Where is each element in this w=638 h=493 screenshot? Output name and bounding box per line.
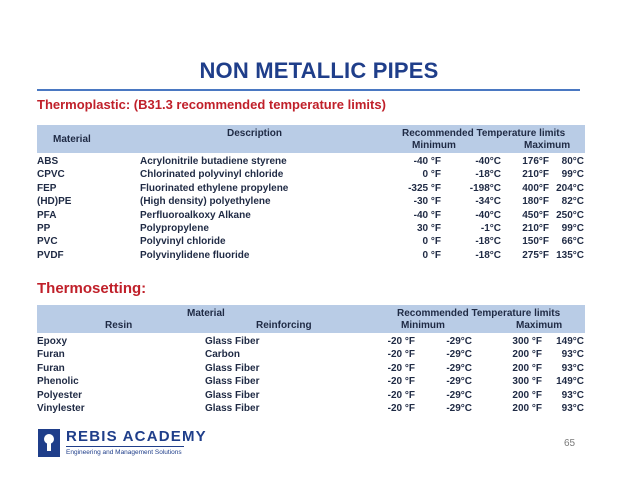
description-cell: (High density) polyethylene — [140, 196, 271, 208]
title-underline — [37, 89, 580, 91]
resin-cell: Vinylester — [37, 403, 85, 414]
min-c-cell: -29°C — [446, 349, 472, 361]
table-row — [37, 156, 585, 169]
table-row — [37, 376, 585, 389]
description-cell: Fluorinated ethylene propylene — [140, 182, 289, 194]
max-c-cell: 82°C — [561, 196, 584, 208]
table-row — [37, 210, 585, 223]
academy-logo-icon — [38, 429, 60, 457]
min-f-cell: -30 °F — [413, 196, 441, 208]
reinforcing-cell: Glass Fiber — [205, 403, 260, 414]
thermoplastic-heading: Thermoplastic: (B31.3 recommended temperature limits) — [37, 97, 386, 112]
header-description: Description — [227, 128, 283, 139]
max-c-cell: 93°C — [561, 403, 584, 414]
max-c-cell: 93°C — [561, 349, 584, 361]
min-c-cell: -40°C — [475, 209, 501, 221]
resin-cell: Furan — [37, 362, 65, 374]
max-f-cell: 200 °F — [512, 389, 542, 401]
min-c-cell: -40°C — [475, 156, 501, 167]
header-maximum: Maximum — [516, 320, 563, 331]
max-c-cell: 93°C — [561, 362, 584, 374]
max-f-cell: 450°F — [522, 209, 549, 221]
min-f-cell: -20 °F — [387, 336, 415, 347]
table-row — [37, 250, 585, 263]
min-c-cell: -29°C — [446, 389, 472, 401]
table-row — [37, 403, 585, 416]
material-cell: FEP — [37, 182, 57, 194]
reinforcing-cell: Carbon — [205, 349, 240, 361]
description-cell: Chlorinated polyvinyl chloride — [140, 169, 284, 181]
max-c-cell: 99°C — [561, 223, 584, 234]
max-c-cell: 135°C — [556, 249, 584, 261]
max-c-cell: 93°C — [561, 389, 584, 401]
header-minimum: Minimum — [412, 140, 456, 151]
logo-tagline: Engineering and Management Solutions — [66, 449, 182, 456]
max-f-cell: 300 °F — [512, 336, 542, 347]
logo-divider — [66, 446, 184, 447]
material-cell: PFA — [37, 209, 57, 221]
header-resin: Resin — [105, 320, 133, 331]
header-material: Material — [187, 308, 225, 319]
max-f-cell: 150°F — [522, 236, 549, 248]
header-minimum: Minimum — [401, 320, 445, 331]
max-c-cell: 250°C — [556, 209, 584, 221]
max-f-cell: 200 °F — [512, 362, 542, 374]
min-c-cell: -29°C — [446, 376, 472, 388]
table-row — [37, 223, 585, 236]
max-f-cell: 300 °F — [512, 376, 542, 388]
reinforcing-cell: Glass Fiber — [205, 336, 260, 347]
min-f-cell: 0 °F — [422, 169, 441, 181]
min-c-cell: -198°C — [469, 182, 501, 194]
min-c-cell: -29°C — [446, 336, 472, 347]
reinforcing-cell: Glass Fiber — [205, 389, 260, 401]
table-row — [37, 236, 585, 249]
max-c-cell: 149°C — [556, 336, 584, 347]
min-f-cell: -325 °F — [408, 182, 441, 194]
header-recommended-limits: Recommended Temperature limits — [402, 128, 566, 139]
header-maximum: Maximum — [524, 140, 571, 151]
description-cell: Acrylonitrile butadiene styrene — [140, 156, 287, 167]
min-f-cell: -20 °F — [387, 389, 415, 401]
resin-cell: Polyester — [37, 389, 83, 401]
resin-cell: Epoxy — [37, 336, 68, 347]
min-f-cell: -20 °F — [387, 403, 415, 414]
min-f-cell: -40 °F — [413, 209, 441, 221]
min-c-cell: -18°C — [475, 249, 501, 261]
min-f-cell: -20 °F — [387, 376, 415, 388]
min-f-cell: -20 °F — [387, 349, 415, 361]
thermosetting-table-header — [37, 305, 585, 333]
max-c-cell: 80°C — [561, 156, 584, 167]
table-row — [37, 196, 585, 209]
material-cell: PVDF — [37, 249, 64, 261]
reinforcing-cell: Glass Fiber — [205, 376, 260, 388]
table-row — [37, 390, 585, 403]
max-f-cell: 210°F — [522, 223, 549, 234]
max-f-cell: 180°F — [522, 196, 549, 208]
resin-cell: Furan — [37, 349, 65, 361]
description-cell: Perfluoroalkoxy Alkane — [140, 209, 251, 221]
description-cell: Polyvinylidene fluoride — [140, 249, 250, 261]
page-title: NON METALLIC PIPES — [199, 58, 439, 83]
max-f-cell: 400°F — [522, 182, 549, 194]
material-cell: ABS — [37, 156, 59, 167]
min-f-cell: -40 °F — [413, 156, 441, 167]
min-c-cell: -1°C — [480, 223, 501, 234]
material-cell: PVC — [37, 236, 58, 248]
header-reinforcing: Reinforcing — [256, 320, 312, 331]
max-f-cell: 200 °F — [512, 403, 542, 414]
material-cell: (HD)PE — [37, 196, 72, 208]
table-row — [37, 363, 585, 376]
reinforcing-cell: Glass Fiber — [205, 362, 260, 374]
min-f-cell: 0 °F — [422, 249, 441, 261]
material-cell: CPVC — [37, 169, 65, 181]
min-f-cell: -20 °F — [387, 362, 415, 374]
description-cell: Polypropylene — [140, 223, 209, 234]
table-row — [37, 169, 585, 182]
max-f-cell: 176°F — [522, 156, 549, 167]
max-c-cell: 149°C — [556, 376, 584, 388]
header-material: Material — [53, 134, 91, 145]
table-row — [37, 349, 585, 362]
min-f-cell: 0 °F — [422, 236, 441, 248]
logo-name: REBIS ACADEMY — [66, 428, 207, 445]
max-c-cell: 66°C — [561, 236, 584, 248]
min-c-cell: -34°C — [475, 196, 501, 208]
min-c-cell: -18°C — [475, 236, 501, 248]
max-f-cell: 210°F — [522, 169, 549, 181]
max-c-cell: 204°C — [556, 182, 584, 194]
max-f-cell: 200 °F — [512, 349, 542, 361]
thermosetting-heading: Thermosetting: — [37, 280, 147, 297]
description-cell: Polyvinyl chloride — [140, 236, 226, 248]
max-c-cell: 99°C — [561, 169, 584, 181]
min-f-cell: 30 °F — [416, 223, 441, 234]
page-number: 65 — [564, 438, 576, 449]
min-c-cell: -29°C — [446, 403, 472, 414]
resin-cell: Phenolic — [37, 376, 79, 388]
thermoplastic-table-header — [37, 125, 585, 153]
table-row — [37, 183, 585, 196]
min-c-cell: -18°C — [475, 169, 501, 181]
header-recommended-limits: Recommended Temperature limits — [397, 308, 561, 319]
table-row — [37, 336, 585, 349]
max-f-cell: 275°F — [522, 249, 549, 261]
material-cell: PP — [37, 223, 51, 234]
min-c-cell: -29°C — [446, 362, 472, 374]
